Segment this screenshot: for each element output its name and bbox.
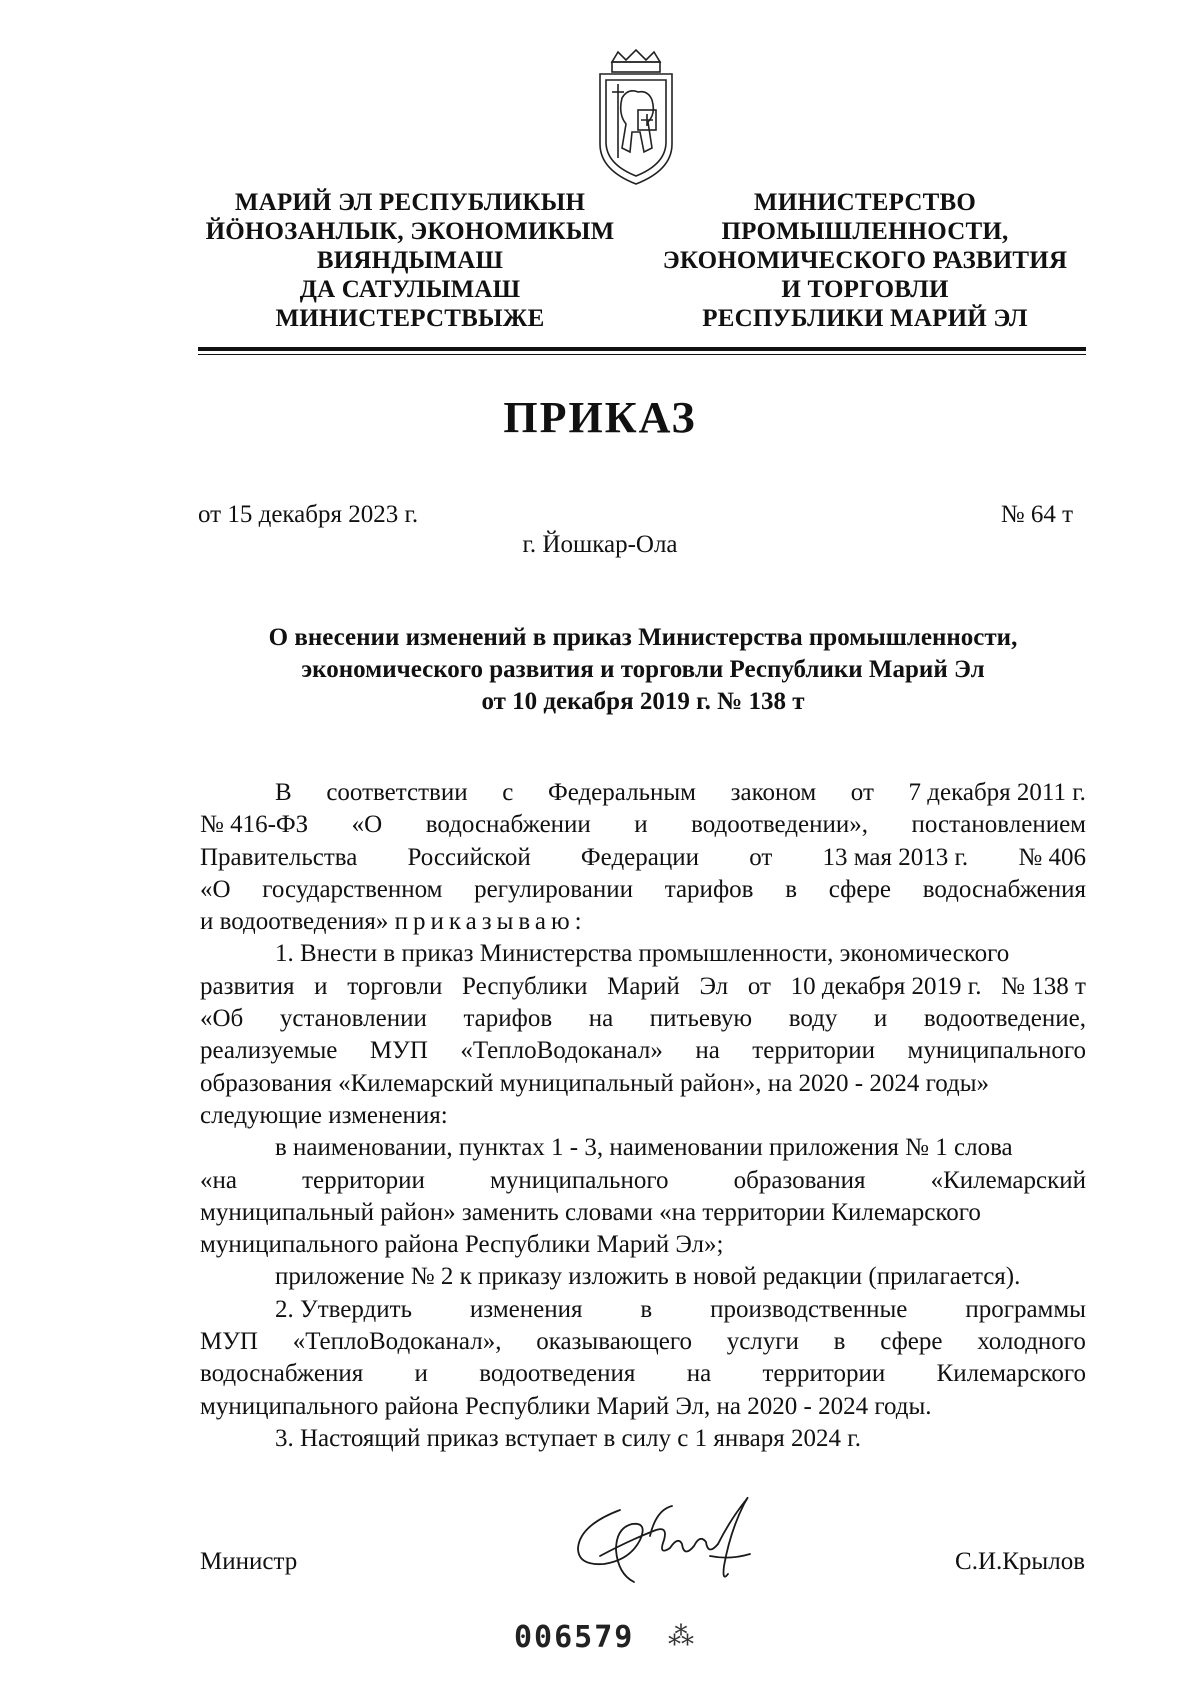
handwritten-signature xyxy=(560,1470,770,1600)
word: муниципального xyxy=(490,1166,669,1194)
word: программы xyxy=(965,1295,1086,1323)
word: «Килемарский xyxy=(930,1166,1086,1194)
signatory-position: Министр xyxy=(200,1548,298,1575)
word: постановлением xyxy=(911,811,1086,839)
body-line: 3. Настоящий приказ вступает в силу с 1 января 2024 г. xyxy=(275,1424,861,1452)
document-title: ПРИКАЗ xyxy=(503,393,697,442)
word: холодного xyxy=(977,1328,1086,1356)
word: и xyxy=(873,1005,888,1033)
body-line: приложение № 2 к приказу изложить в новой редакции (прилагается). xyxy=(275,1263,1021,1291)
body-line xyxy=(200,842,1086,874)
word: торговли xyxy=(347,972,443,1000)
word: установлении xyxy=(279,1005,427,1033)
header-divider-thick xyxy=(198,347,1086,351)
word: Килемарского xyxy=(936,1360,1086,1388)
word: с xyxy=(502,779,514,806)
body-line xyxy=(200,1003,1086,1035)
word: тарифов xyxy=(463,1005,553,1033)
word: «О xyxy=(200,875,231,903)
header-russian-line: И ТОРГОВЛИ xyxy=(781,276,949,303)
document-number: № 64 т xyxy=(1000,501,1073,528)
word: в xyxy=(640,1295,653,1323)
body-line xyxy=(200,777,1086,809)
header-divider-thin xyxy=(198,354,1086,355)
word: реализуемые xyxy=(200,1037,338,1065)
word: питьевую xyxy=(649,1005,753,1033)
word: сфере xyxy=(828,875,892,903)
word: водоотведение, xyxy=(923,1005,1086,1033)
body-line xyxy=(200,1358,1086,1390)
word: оказывающего xyxy=(536,1328,692,1356)
text: и водоотведения» xyxy=(200,908,389,936)
word: водоотведения xyxy=(479,1360,636,1388)
header-mari-line: ВИЯНДЫМАШ xyxy=(316,247,504,274)
word: сфере xyxy=(880,1328,943,1356)
header-russian xyxy=(650,188,1080,333)
signatory-name: С.И.Крылов xyxy=(955,1548,1085,1575)
word: «Об xyxy=(200,1005,244,1033)
word: Эл xyxy=(699,972,729,1000)
word: Республики xyxy=(462,972,588,1000)
word: «О xyxy=(351,811,383,839)
word: Правительства xyxy=(200,843,358,871)
body-line: муниципальный район» заменить словами «на территории Килемарского xyxy=(200,1198,981,1226)
word: регулировании xyxy=(474,875,633,903)
word: территории xyxy=(762,1360,886,1388)
body-line xyxy=(200,874,1086,906)
word: и xyxy=(314,972,328,1000)
word: услуги xyxy=(726,1328,799,1356)
word: законом xyxy=(730,779,817,806)
body-line xyxy=(200,1035,1086,1067)
header-mari xyxy=(195,188,625,333)
form-serial-number: 006579 xyxy=(514,1620,635,1655)
word: тарифов xyxy=(664,875,754,903)
header-mari-line: МИНИСТЕРСТВЫЖЕ xyxy=(275,305,545,332)
header-russian-line: ПРОМЫШЛЕННОСТИ, xyxy=(721,218,1009,245)
word: водоснабжения xyxy=(922,875,1086,903)
body-line xyxy=(200,906,1086,938)
word: «ТеплоВодоканал», xyxy=(292,1328,502,1356)
document-city: г. Йошкар-Ола xyxy=(522,531,678,558)
word: в xyxy=(785,875,797,903)
subject-line: О внесении изменений в приказ Министерства промышленности, xyxy=(268,624,1018,651)
word: «ТеплоВодоканал» xyxy=(460,1037,663,1065)
subject-line: экономического развития и торговли Республики Марий Эл xyxy=(301,656,985,683)
body-line: 1. Внести в приказ Министерства промышленности, экономического xyxy=(275,940,1010,968)
word: на xyxy=(686,1360,712,1388)
body-line: муниципального района Республики Марий Эл»; xyxy=(200,1231,724,1259)
word: и xyxy=(634,811,648,839)
body-line: следующие изменения: xyxy=(200,1101,448,1129)
serial-ornament-icon: ⁂ xyxy=(668,1622,694,1651)
header-russian-line: ЭКОНОМИЧЕСКОГО РАЗВИТИЯ xyxy=(662,247,1068,274)
word: № 138 т xyxy=(1001,972,1086,1000)
body-line xyxy=(200,1326,1086,1358)
subject-line: от 10 декабря 2019 г. № 138 т xyxy=(481,688,805,715)
header-mari-line: ЙӦНОЗАНЛЫК, ЭКОНОМИКЫМ xyxy=(205,218,615,245)
word: от xyxy=(747,972,771,1000)
word: от xyxy=(850,779,874,806)
body-line xyxy=(200,971,1086,1003)
word: № 406 xyxy=(1018,843,1086,871)
word: 10 декабря 2019 г. xyxy=(790,972,982,1000)
word: соответствии xyxy=(326,779,468,806)
body-line xyxy=(200,809,1086,841)
word: образования xyxy=(733,1166,866,1194)
word: МУП xyxy=(200,1328,258,1356)
word: Федеральным xyxy=(547,779,696,806)
header-mari-line: МАРИЙ ЭЛ РЕСПУБЛИКЫН xyxy=(234,189,586,216)
word: водоснабжения xyxy=(200,1360,364,1388)
word: 13 мая 2013 г. xyxy=(822,843,969,871)
header-mari-line: ДА САТУЛЫМАШ xyxy=(299,276,521,303)
word: № 416-ФЗ xyxy=(200,811,309,839)
body-line xyxy=(200,1294,1086,1326)
document-date: от 15 декабря 2023 г. xyxy=(198,501,419,528)
word: развития xyxy=(200,972,295,1000)
word: и xyxy=(414,1360,428,1388)
coat-of-arms-emblem xyxy=(582,48,690,188)
body-line xyxy=(200,1165,1086,1197)
word: 2. Утвердить xyxy=(275,1295,412,1323)
body-line: муниципального района Республики Марий Эл, на 2020 - 2024 годы. xyxy=(200,1392,932,1420)
word: на xyxy=(588,1005,614,1033)
document-subject xyxy=(200,622,1086,718)
word: государственном xyxy=(262,875,443,903)
word: воду xyxy=(788,1005,838,1033)
header-russian-line: МИНИСТЕРСТВО xyxy=(753,189,977,216)
word: производственные xyxy=(710,1295,908,1323)
word: от xyxy=(749,843,773,871)
word: территории xyxy=(302,1166,425,1194)
word: В xyxy=(275,779,292,806)
spaced-text: приказываю: xyxy=(394,908,587,936)
word: изменения xyxy=(469,1295,583,1323)
word: МУП xyxy=(369,1037,428,1065)
header-russian-line: РЕСПУБЛИКИ МАРИЙ ЭЛ xyxy=(702,305,1028,332)
word: водоотведении», xyxy=(691,811,868,839)
word: муниципального xyxy=(907,1037,1086,1065)
word: Российской xyxy=(407,843,531,871)
word: на xyxy=(695,1037,720,1065)
word: территории xyxy=(752,1037,876,1065)
word: водоснабжении xyxy=(425,811,591,839)
word: «на xyxy=(200,1166,237,1194)
word: 7 декабря 2011 г. xyxy=(908,779,1086,806)
body-line: образования «Килемарский муниципальный район», на 2020 - 2024 годы» xyxy=(200,1069,990,1097)
word: Марий xyxy=(607,972,680,1000)
body-line: в наименовании, пунктах 1 - 3, наименовании приложения № 1 слова xyxy=(275,1134,1013,1162)
word: Федерации xyxy=(580,843,699,871)
document-body xyxy=(200,777,1086,1455)
word: в xyxy=(833,1328,846,1356)
